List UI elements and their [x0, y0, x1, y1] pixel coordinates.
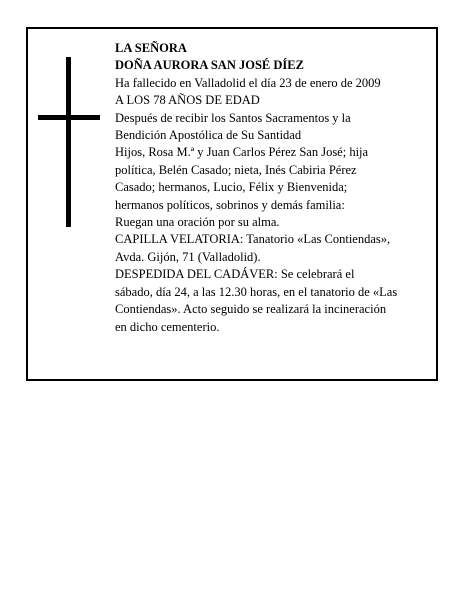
notice-line: Después de recibir los Santos Sacramentos y la: [115, 110, 351, 125]
deceased-name: DOÑA AURORA SAN JOSÉ DÍEZ: [115, 58, 304, 73]
notice-line: en dicho cementerio.: [115, 319, 220, 334]
notice-line: Ruegan una oración por su alma.: [115, 215, 280, 230]
notice-text: [115, 40, 435, 336]
notice-title: LA SEÑORA: [115, 41, 187, 55]
notice-line: DESPEDIDA DEL CADÁVER: Se celebrará el: [115, 267, 355, 282]
cross-horizontal-bar: [38, 115, 100, 120]
notice-line: Avda. Gijón, 71 (Valladolid).: [115, 249, 261, 264]
notice-line: sábado, día 24, a las 12.30 horas, en el tanatorio de «Las: [115, 284, 398, 299]
notice-line: Casado; hermanos, Lucio, Félix y Bienvenida;: [115, 180, 348, 195]
notice-line: hermanos políticos, sobrinos y demás familia:: [115, 197, 345, 212]
cross-icon: [38, 57, 100, 227]
obituary-notice: [26, 27, 438, 381]
cross-vertical-bar: [66, 57, 71, 227]
notice-line: Contiendas». Acto seguido se realizará la incineración: [115, 302, 387, 317]
notice-line: Hijos, Rosa M.ª y Juan Carlos Pérez San José; hija: [115, 145, 369, 160]
notice-line: Bendición Apostólica de Su Santidad: [115, 128, 302, 143]
notice-line: A LOS 78 AÑOS DE EDAD: [115, 93, 260, 108]
notice-line: política, Belén Casado; nieta, Inés Cabiria Pérez: [115, 162, 357, 177]
notice-line: Ha fallecido en Valladolid el día 23 de enero de 2009: [115, 75, 381, 90]
notice-line: CAPILLA VELATORIA: Tanatorio «Las Contiendas»,: [115, 232, 391, 247]
